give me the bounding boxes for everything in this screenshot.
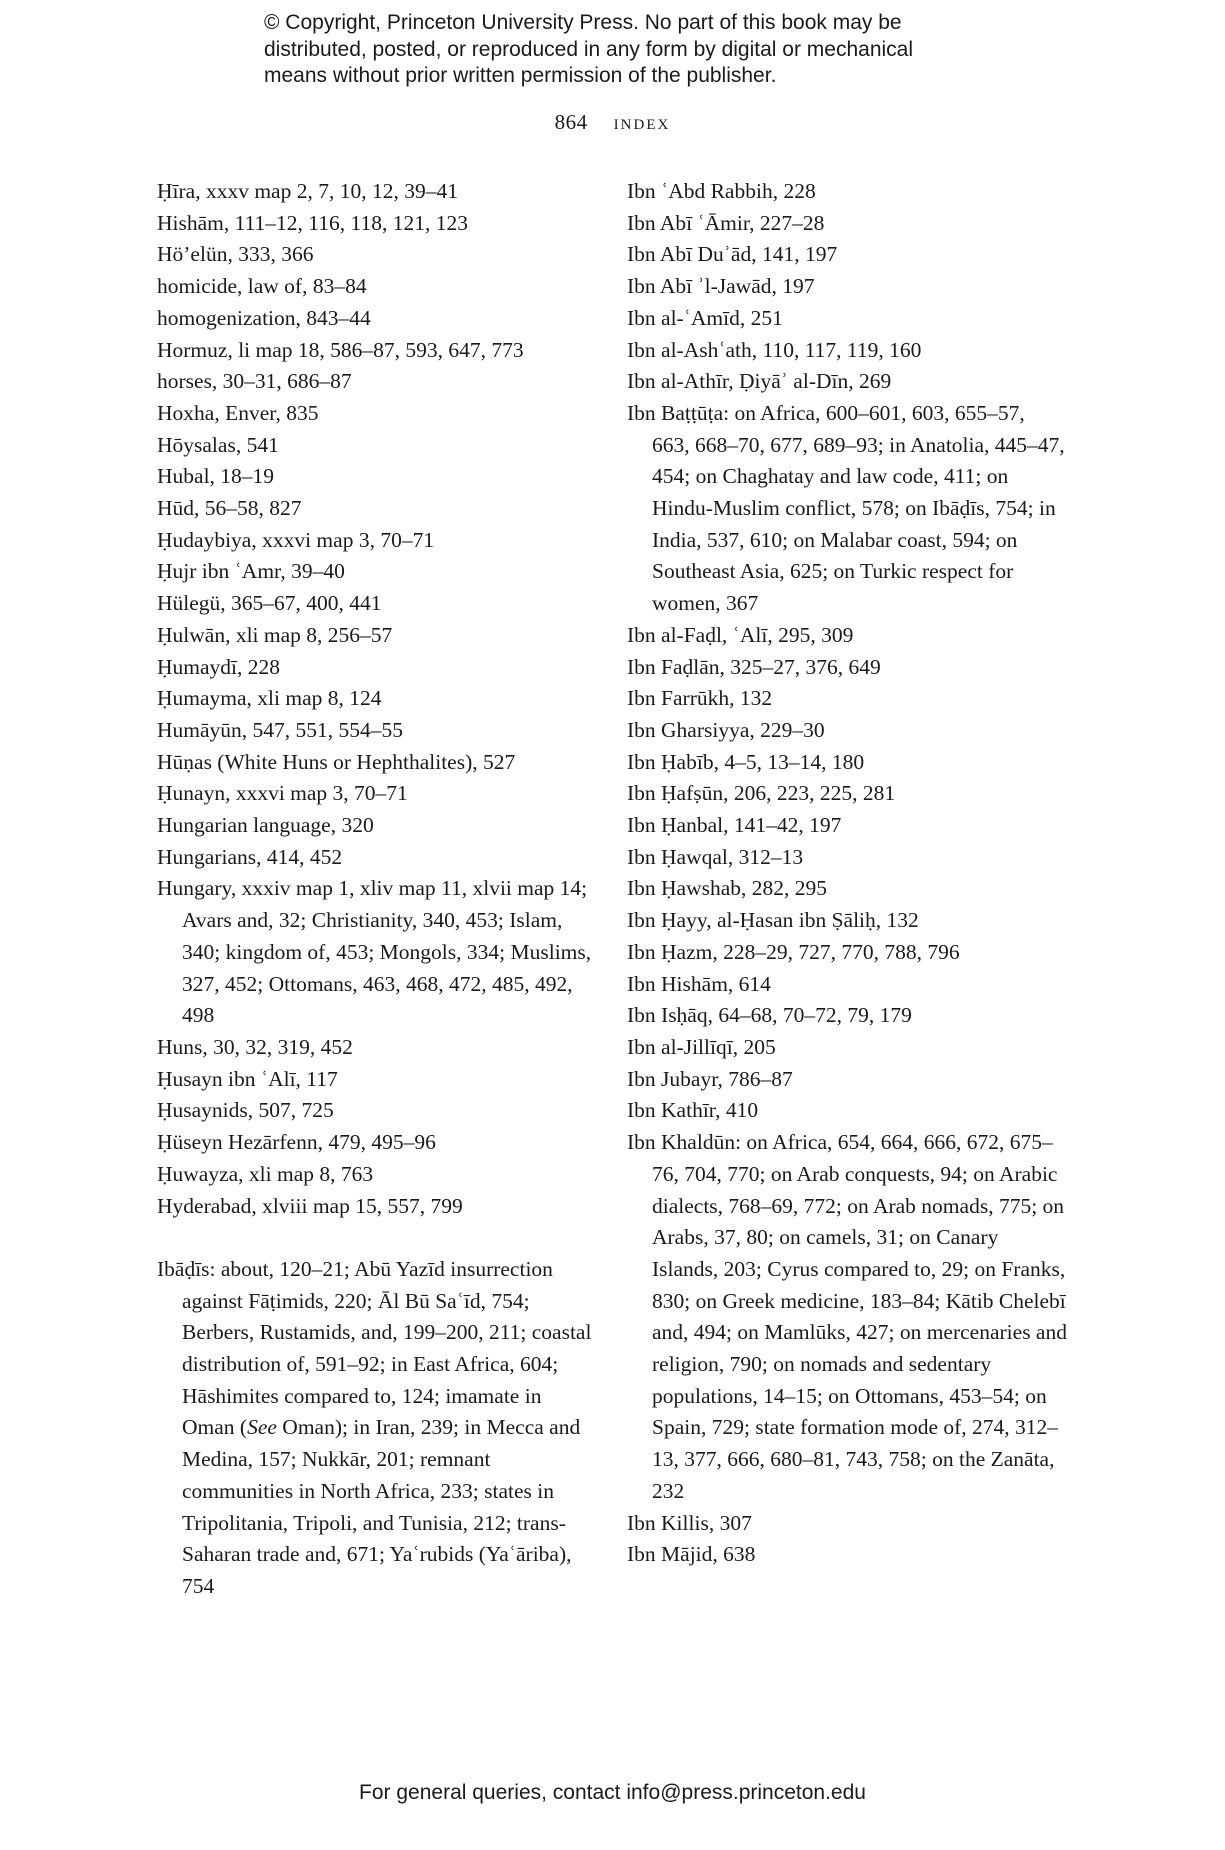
index-entry: Ḥuwayza, xli map 8, 763	[157, 1161, 374, 1186]
index-entry: Ibn Abī ʾl-Jawād, 197	[627, 274, 815, 299]
index-entry: Ḥudaybiya, xxxvi map 3, 70–71	[157, 527, 435, 552]
index-entry: Ibn Gharsiyya, 229–30	[627, 717, 825, 742]
index-entry: Ibn Faḍlān, 325–27, 376, 649	[627, 654, 881, 679]
index-entry: Hö’elün, 333, 366	[157, 242, 314, 267]
index-entry: homogenization, 843–44	[157, 305, 371, 330]
index-entry: Ibn Kathīr, 410	[627, 1098, 759, 1123]
index-entry: Ibn Abī Duʾād, 141, 197	[627, 242, 838, 267]
index-entry: Ibn Farrūkh, 132	[627, 686, 773, 711]
index-entry: Hōysalas, 541	[157, 432, 279, 457]
copyright-line: means without prior written permission of the publisher.	[264, 64, 777, 87]
index-entry: Ibn Jubayr, 786–87	[627, 1066, 793, 1091]
cross-reference: See	[247, 1415, 277, 1440]
index-entry: Ḥusayn ibn ʿAlī, 117	[157, 1066, 338, 1091]
index-entry: Ibn Ḥawqal, 312–13	[627, 844, 804, 869]
index-entry: Ibn Ḥawshab, 282, 295	[627, 876, 828, 901]
index-entry: Hyderabad, xlviii map 15, 557, 799	[157, 1193, 463, 1218]
index-entry: Hubal, 18–19	[157, 464, 275, 489]
index-entry: Ibn Ḥafṣūn, 206, 223, 225, 281	[627, 781, 896, 806]
index-entry: Hūd, 56–58, 827	[157, 496, 302, 521]
copyright-line: distributed, posted, or reproduced in any form by digital or mechanical	[264, 37, 914, 61]
index-entry: horses, 30–31, 686–87	[157, 369, 352, 394]
footer-contact: For general queries, contact info@press.princeton.edu	[359, 1781, 866, 1804]
index-entry: Ḥumaydī, 228	[157, 654, 281, 679]
index-entry: Ibn Abī ʿĀmir, 227–28	[627, 210, 825, 235]
index-entry: Ḥujr ibn ʿAmr, 39–40	[157, 559, 345, 584]
index-entry: Ibn ʿAbd Rabbih, 228	[627, 179, 816, 203]
index-entry: Ibn al-Athīr, Ḍiyāʾ al-Dīn, 269	[627, 369, 892, 394]
copyright-line: © Copyright, Princeton University Press. No part of this book may be	[264, 11, 902, 34]
copyright-notice	[264, 10, 1024, 90]
index-entry: Hungarian language, 320	[157, 813, 374, 838]
index-entry: Ibn Ḥayy, al-Ḥasan ibn Ṣāliḥ, 132	[627, 908, 919, 933]
index-entry: Ḥumayma, xli map 8, 124	[157, 686, 382, 711]
index-column-right	[627, 176, 1067, 1571]
index-entry: Hishām, 111–12, 116, 118, 121, 123	[157, 210, 468, 235]
page-number: 864	[554, 110, 588, 134]
entry-group-gap	[157, 1222, 597, 1254]
index-entry: Ibn Baṭṭūṭa: on Africa, 600–601, 603, 655–57, 663, 668–70, 677, 689–93; in Anatolia, 445–47, 454; on Chaghatay and law code, 411; on Hindu-Muslim conflict, 578; on Ibāḍīs, 754; in India, 537, 610; on Malabar coast, 594; on Southeast Asia, 625; on Turkic respect for women, 367	[627, 400, 1065, 616]
index-entry: Huns, 30, 32, 319, 452	[157, 1034, 353, 1059]
index-entry: Ibn Khaldūn: on Africa, 654, 664, 666, 672, 675–76, 704, 770; on Arab conquests, 94; on Arabic dialects, 768–69, 772; on Arab nomads, 775; on Arabs, 37, 80; on camels, 31; on Canary Islands, 203; Cyrus compared to, 29; on Franks, 830; on Greek medicine, 183–84; Kātib Chelebī and, 494; on Mamlūks, 427; on mercenaries and religion, 790; on nomads and sedentary populations, 14–15; on Ottomans, 453–54; on Spain, 729; state formation mode of, 274, 312–13, 377, 666, 680–81, 743, 758; on the Zanāta, 232	[627, 1130, 1067, 1503]
index-entry: Ibn Killis, 307	[627, 1510, 752, 1535]
index-entry: Hoxha, Enver, 835	[157, 400, 319, 425]
index-entry: Hormuz, li map 18, 586–87, 593, 647, 773	[157, 337, 524, 362]
index-entry: Ibn Ḥabīb, 4–5, 13–14, 180	[627, 749, 865, 774]
index-entry: Ḥulwān, xli map 8, 256–57	[157, 622, 393, 647]
index-entry: Ibn al-Jillīqī, 205	[627, 1034, 776, 1059]
index-entry: Ḥüseyn Hezārfenn, 479, 495–96	[157, 1130, 436, 1155]
running-head	[0, 110, 1225, 135]
index-entry: Ibn Hishām, 614	[627, 971, 771, 996]
index-entry: Ibāḍīs: about, 120–21; Abū Yazīd insurrection against Fāṭimids, 220; Āl Bū Saʿīd, 754; Berbers, Rustamids, and, 199–200, 211; coastal distribution of, 591–92; in East Africa, 604; Hāshimites compared to, 124; imamate in Oman (See Oman); in Iran, 239; in Mecca and Medina, 157; Nukkār, 201; remnant communities in North Africa, 233; states in Tripolitania, Tripoli, and Tunisia, 212; trans-Saharan trade and, 671; Yaʿrubids (Yaʿāriba), 754	[157, 1256, 592, 1598]
index-entry: Ibn al-ʿAmīd, 251	[627, 305, 783, 330]
index-entry: Ḥusaynids, 507, 725	[157, 1098, 334, 1123]
index-entry: Ibn Isḥāq, 64–68, 70–72, 79, 179	[627, 1003, 912, 1028]
index-entry: Hungarians, 414, 452	[157, 844, 343, 869]
index-entry: Ibn al-Ashʿath, 110, 117, 119, 160	[627, 337, 922, 362]
running-title: index	[613, 110, 671, 134]
index-entry: Ḥīra, xxxv map 2, 7, 10, 12, 39–41	[157, 179, 458, 203]
index-entry: Ibn al-Faḍl, ʿAlī, 295, 309	[627, 622, 854, 647]
index-entry: Ibn Ḥazm, 228–29, 727, 770, 788, 796	[627, 939, 960, 964]
index-entry: Ḥunayn, xxxvi map 3, 70–71	[157, 781, 408, 806]
index-entry: Ibn Ḥanbal, 141–42, 197	[627, 813, 842, 838]
index-entry: Hülegü, 365–67, 400, 441	[157, 591, 382, 616]
index-entry: Ibn Mājid, 638	[627, 1542, 756, 1567]
index-entry: homicide, law of, 83–84	[157, 274, 367, 299]
index-entry: Humāyūn, 547, 551, 554–55	[157, 717, 404, 742]
index-entry: Hūṇas (White Huns or Hephthalites), 527	[157, 749, 516, 774]
index-column-left	[157, 176, 597, 1603]
index-entry: Hungary, xxxiv map 1, xliv map 11, xlvii map 14; Avars and, 32; Christianity, 340, 453; Islam, 340; kingdom of, 453; Mongols, 334; Muslims, 327, 452; Ottomans, 463, 468, 472, 485, 492, 498	[157, 876, 592, 1028]
